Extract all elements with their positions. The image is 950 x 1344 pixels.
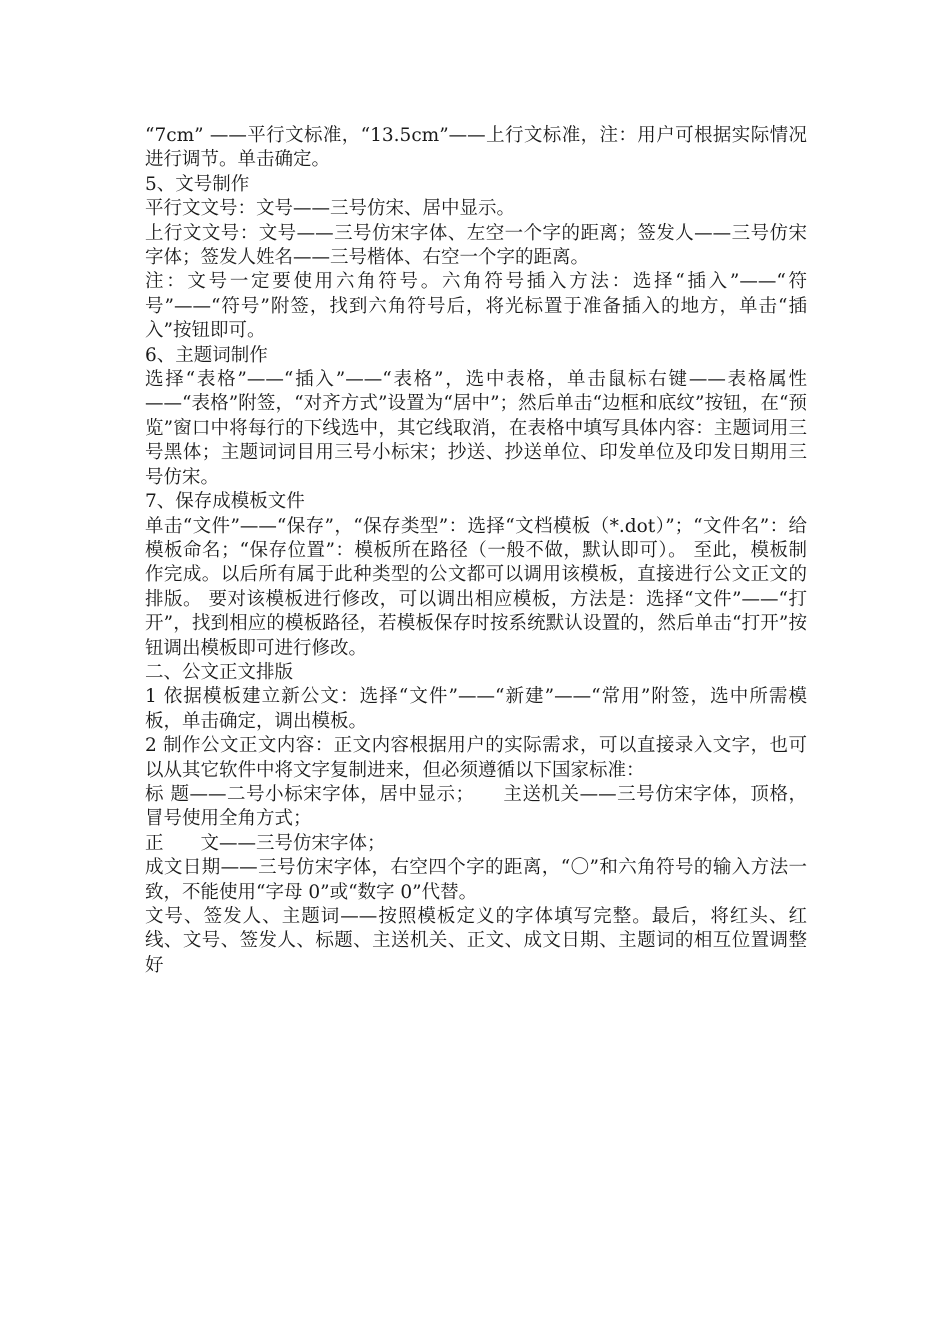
heading-body-layout: 二、公文正文排版 <box>145 661 294 683</box>
paragraph-final-adjustment: 文号、签发人、主题词——按照模板定义的字体填写完整。最后，将红头、红线、文号、签发人、标题、主送机关、正文、成文日期、主题词的相互位置调整好 <box>145 906 807 976</box>
paragraph-date-standard: 成文日期——三号仿宋字体，右空四个字的距离，“〇”和六角符号的输入方法一致，不能使用“字母 0”或“数字 0”代替。 <box>145 857 807 903</box>
paragraph-new-document: 1 依据模板建立新公文：选择“文件”——“新建”——“常用”附签，选中所需模板，单击确定，调出模板。 <box>145 686 807 732</box>
paragraph-upward-doc-number: 上行文文号：文号——三号仿宋字体、左空一个字的距离；签发人——三号仿宋字体；签发人姓名——三号楷体、右空一个字的距离。 <box>145 222 807 269</box>
heading-document-number: 5、文号制作 <box>145 173 250 195</box>
paragraph-parallel-doc-number: 平行文文号：文号——三号仿宋、居中显示。 <box>145 198 516 220</box>
paragraph-body-content: 2 制作公文正文内容：正文内容根据用户的实际需求，可以直接录入文字，也可以从其它软件中将文字复制进来，但必须遵循以下国家标准： <box>145 735 807 781</box>
paragraph-title-standard: 标 题——二号小标宋字体，居中显示； 主送机关——三号仿宋字体，顶格，冒号使用全角方式； <box>145 783 807 830</box>
paragraph-hexagon-symbol-note: 注：文号一定要使用六角符号。六角符号插入方法：选择“插入”——“符号”——“符号”附签，找到六角符号后，将光标置于准备插入的地方，单击“插入”按钮即可。 <box>145 271 807 342</box>
paragraph-table-instructions: 选择“表格”——“插入”——“表格”，选中表格，单击鼠标右键——表格属性——“表格”附签，“对齐方式”设置为“居中”；然后单击“边框和底纹”按钮，在“预览”窗口中将每行的下线选中，其它线取消，在表格中填写具体内容：主题词用三号黑体；主题词词目用三号小标宋；抄送、抄送单位、印发单位及印发日期用三号仿宋。 <box>145 369 807 488</box>
paragraph-body-standard: 正 文——三号仿宋字体； <box>145 832 386 854</box>
heading-save-template: 7、保存成模板文件 <box>145 491 305 513</box>
paragraph-margin-settings: “7cm” ——平行文标准，“13.5cm”——上行文标准，注：用户可根据实际情况进行调节。单击确定。 <box>145 125 807 171</box>
heading-subject-words: 6、主题词制作 <box>145 344 268 366</box>
paragraph-save-template-steps: 单击“文件”——“保存”，“保存类型”：选择“文档模板（*.dot）”；“文件名”：给模板命名；“保存位置”：模板所在路径（一般不做，默认即可）。 至此，模板制作完成。以后所有属于此种类型的公文都可以调用该模板，直接进行公文正文的排版。 要对该模板进行修改，可以调出相应模板，方法是：选择“文件”——“打开”，找到相应的模板路径，若模板保存时按系统默认设置的，然后单击“打开”按钮调出模板即可进行修改。 <box>145 515 807 659</box>
document-body <box>145 124 807 978</box>
